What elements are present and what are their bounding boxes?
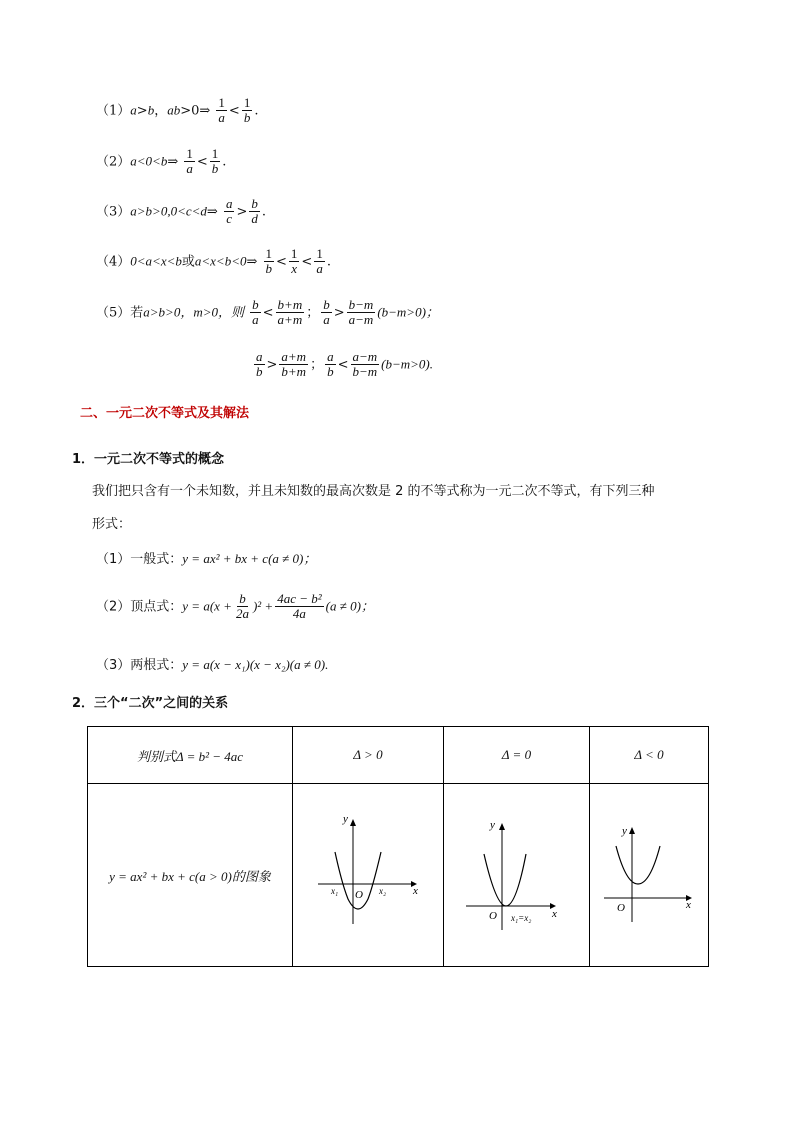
numerator: 1 — [211, 146, 219, 161]
form-formula: y = a(x + — [182, 598, 232, 614]
parabola-no-roots-graph — [590, 784, 708, 962]
origin-label: O — [617, 902, 625, 914]
table-header-cell: Δ < 0 — [590, 727, 709, 784]
fraction — [289, 247, 300, 277]
denominator: c — [226, 211, 233, 227]
numerator: 1 — [186, 146, 193, 161]
denominator: b — [265, 261, 273, 277]
row-label-text: y = ax² + bx + c(a > 0)的图象 — [109, 868, 271, 884]
inequality-item-5-line-2 — [252, 350, 433, 380]
var: b — [147, 102, 155, 118]
numerator: b — [239, 591, 246, 606]
inequality-item-5-line-1 — [96, 298, 439, 328]
denominator: a — [186, 161, 193, 177]
item-number: （3） — [96, 204, 131, 220]
fraction — [210, 147, 221, 177]
fraction — [184, 147, 195, 177]
item-number: （5）若 — [96, 305, 144, 321]
denominator: 4a — [292, 606, 306, 622]
numerator: a — [256, 349, 263, 364]
op: > — [136, 103, 148, 119]
var: ab — [167, 102, 181, 118]
numerator: 4ac − b² — [277, 591, 322, 606]
op: < — [276, 254, 287, 270]
y-axis-arrow — [629, 827, 635, 834]
relation-heading: 2．三个“二次”之间的关系 — [72, 696, 229, 711]
condition: a>b>0,0<c<d⇒ — [130, 203, 218, 219]
two-root-form — [96, 654, 328, 673]
numerator: b — [323, 297, 330, 312]
denominator: a — [252, 312, 259, 328]
concept-paragraph-line-1: 我们把只含有一个未知数，并且未知数的最高次数是 2 的不等式称为一元二次不等式，有下列三种 — [92, 484, 655, 499]
form-label: （2）顶点式： — [96, 599, 183, 615]
op: < — [228, 103, 240, 119]
graph-cell-negative — [590, 784, 709, 967]
numerator: b — [251, 196, 258, 211]
root-x1-label: x₁ — [331, 886, 339, 896]
numerator: 1 — [218, 95, 225, 110]
sep: ； — [306, 305, 320, 321]
inequality-item-3 — [96, 197, 266, 227]
numerator: 1 — [265, 246, 273, 261]
denominator: a — [323, 312, 330, 328]
op: > — [236, 204, 248, 220]
y-axis-arrow — [499, 823, 505, 830]
item-number: （1） — [96, 103, 131, 119]
condition: (b−m>0)； — [377, 304, 439, 320]
denominator: b — [327, 364, 334, 380]
fraction — [314, 247, 325, 277]
sep: ， — [154, 103, 168, 119]
form-label: （1）一般式： — [96, 552, 183, 567]
fraction — [275, 592, 323, 622]
condition: a<x<b<0⇒ — [194, 253, 258, 269]
connector: 或 — [181, 254, 195, 270]
origin-label: O — [355, 889, 363, 901]
y-label: y — [490, 819, 495, 831]
period: . — [326, 254, 331, 270]
fraction — [254, 350, 265, 380]
form-formula: y = ax² + bx + c(a ≠ 0)； — [182, 551, 317, 566]
form-formula: )² + — [252, 598, 274, 614]
fraction — [279, 350, 308, 380]
parabola-two-roots-graph — [293, 784, 443, 962]
x-label: x — [686, 899, 691, 911]
inequality-item-2 — [96, 147, 226, 177]
denominator: x — [291, 261, 298, 277]
concept-heading: 1．一元二次不等式的概念 — [72, 452, 225, 467]
y-axis-arrow — [350, 819, 356, 826]
var: a — [130, 102, 137, 118]
fraction — [234, 592, 251, 622]
numerator: 1 — [316, 246, 323, 261]
numerator: a−m — [352, 349, 378, 364]
graph-cell-positive — [293, 784, 444, 967]
x-label: x — [552, 908, 557, 920]
table-header-cell: Δ > 0 — [293, 727, 444, 784]
numerator: a — [327, 349, 334, 364]
op: < — [301, 254, 313, 270]
fraction — [276, 298, 305, 328]
condition: a>b>0，m>0，则 — [143, 304, 244, 320]
fraction — [264, 247, 275, 277]
op: < — [262, 305, 274, 321]
denominator: b−m — [352, 364, 378, 380]
root-x2-label: x₂ — [379, 886, 387, 896]
form-formula: (a ≠ 0)； — [325, 598, 374, 614]
x-label: x — [413, 885, 418, 897]
item-number: （4） — [96, 254, 131, 270]
fraction — [351, 350, 380, 380]
condition: 0<a<x<b — [130, 253, 182, 269]
denominator: b — [243, 110, 251, 126]
table-row — [88, 784, 709, 967]
period: . — [254, 103, 259, 119]
numerator: a+m — [281, 349, 307, 364]
fraction — [347, 298, 376, 328]
denominator: a — [218, 110, 225, 126]
fraction — [224, 197, 235, 227]
parabola-one-root-graph — [444, 784, 589, 962]
table-row-label — [88, 784, 293, 967]
double-root-label: x₁=x₂ — [511, 913, 532, 923]
denominator: b+m — [281, 364, 307, 380]
condition: (b−m>0). — [381, 356, 434, 372]
graph-cell-zero — [444, 784, 590, 967]
fraction — [249, 197, 260, 227]
general-form — [96, 548, 316, 567]
y-label: y — [622, 825, 627, 837]
relation-table — [87, 726, 709, 967]
denominator: 2a — [235, 606, 249, 622]
fraction — [216, 96, 227, 126]
fraction — [242, 96, 253, 126]
numerator: b — [252, 297, 259, 312]
parabola-curve — [616, 846, 660, 884]
inequality-item-4 — [96, 247, 331, 277]
op: > — [333, 305, 345, 321]
op: > — [266, 357, 278, 373]
denominator: b — [211, 161, 219, 177]
denominator: b — [256, 364, 263, 380]
table-header-row — [88, 727, 709, 784]
denominator: d — [251, 211, 258, 227]
table-header-cell: 判别式Δ = b² − 4ac — [88, 727, 293, 784]
section-title: 二、一元二次不等式及其解法 — [80, 406, 250, 421]
fraction — [321, 298, 332, 328]
form-formula: y = a(x − x₁)(x − x₂)(a ≠ 0). — [182, 657, 329, 672]
numerator: 1 — [243, 95, 251, 110]
parabola-curve — [484, 854, 526, 906]
vertex-form — [96, 592, 374, 622]
numerator: b−m — [348, 297, 374, 312]
sep: ； — [310, 357, 324, 373]
numerator: a — [225, 196, 233, 211]
inequality-item-1 — [96, 96, 258, 126]
numerator: 1 — [290, 246, 298, 261]
condition: a<0<b⇒ — [130, 153, 179, 169]
op: < — [337, 357, 349, 373]
denominator: a−m — [348, 312, 374, 328]
fraction — [250, 298, 261, 328]
item-number: （2） — [96, 154, 131, 170]
period: . — [222, 154, 227, 170]
op: >0⇒ — [180, 103, 211, 119]
period: . — [261, 204, 266, 220]
op: < — [196, 154, 208, 170]
form-label: （3）两根式： — [96, 658, 183, 673]
fraction — [325, 350, 336, 380]
denominator: a — [316, 261, 323, 277]
table-header-cell: Δ = 0 — [444, 727, 590, 784]
concept-paragraph-line-2: 形式： — [92, 517, 132, 532]
denominator: a+m — [277, 312, 303, 328]
y-label: y — [343, 813, 348, 825]
origin-label: O — [489, 910, 497, 922]
numerator: b+m — [277, 297, 303, 312]
